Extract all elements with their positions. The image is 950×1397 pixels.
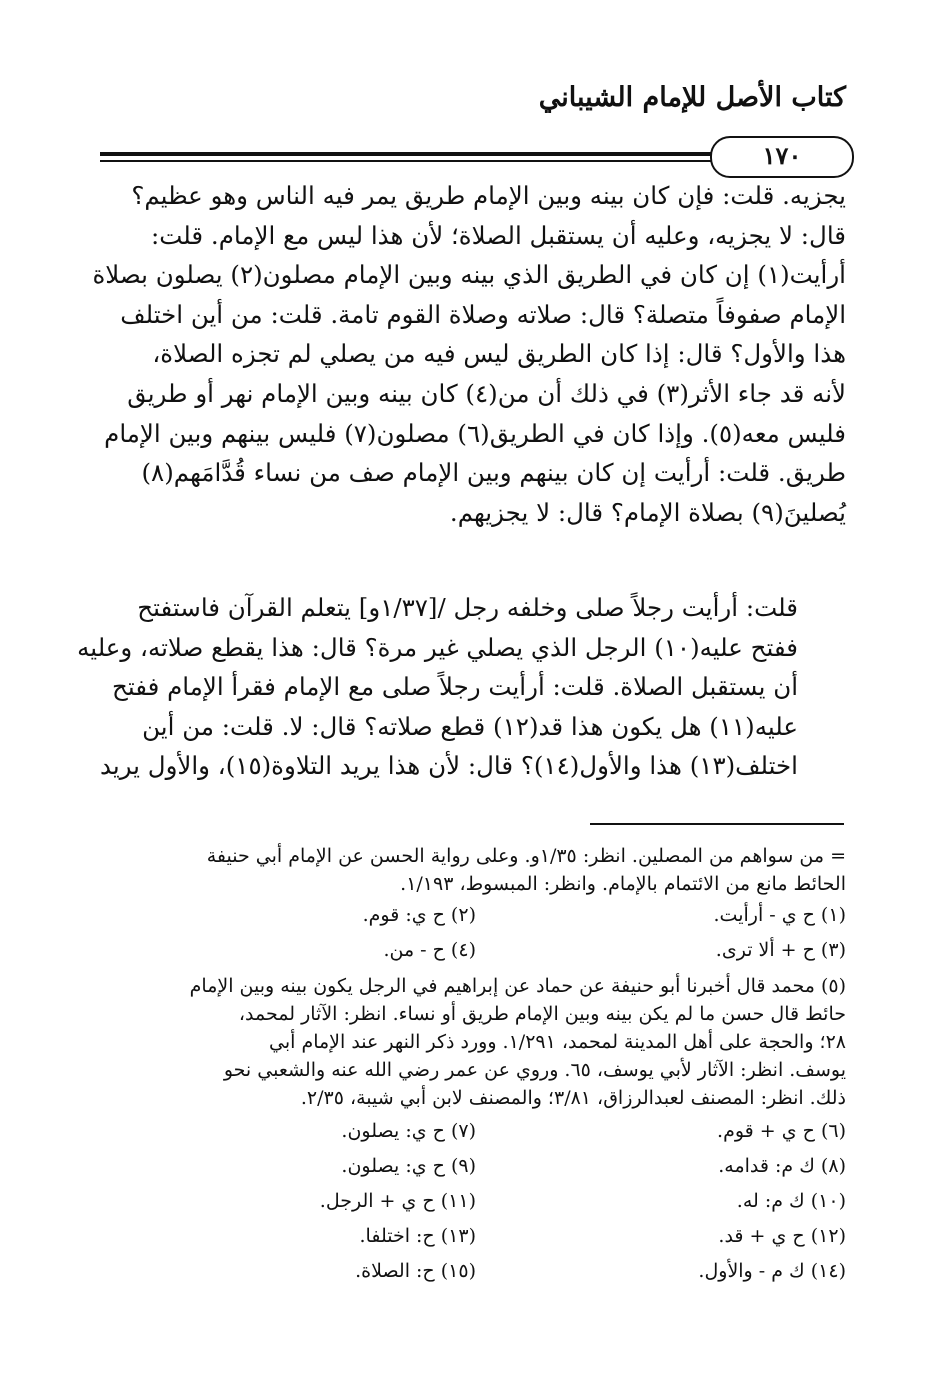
footnote-1: (١) ح ي - أرأيت.: [713, 904, 846, 926]
footnote-row: [106, 1149, 846, 1184]
footnote-13: (١٣) ح: اختلفا.: [359, 1225, 476, 1247]
text-line: يُصلينَ(٩) بصلاة الإمام؟ قال: لا يجزيهم.: [449, 497, 846, 527]
footnote-row: [106, 898, 846, 933]
text-line: الإمام صفوفاً متصلة؟ قال: صلاته وصلاة القوم تامة. قلت: من أين اختلف: [120, 299, 846, 329]
text-line: لأنه قد جاء الأثر(٣) في ذلك أن من(٤) كان بينه وبين الإمام نهر أو طريق: [127, 378, 846, 408]
main-paragraph-1: [92, 176, 846, 532]
main-paragraph-2: [77, 588, 846, 786]
text-line: هذا والأول؟ قال: إذا كان الطريق ليس فيه من يصلي لم تجزه الصلاة،: [152, 339, 846, 369]
running-title: كتاب الأصل للإمام الشيباني: [538, 82, 846, 113]
text-line: يجزيه. قلت: فإن كان بينه وبين الإمام طريق يمر فيه الناس وهو عظيم؟: [131, 181, 846, 210]
footnote-8: (٨) ك م: قدامه.: [718, 1155, 846, 1177]
footnote-row: [106, 1114, 846, 1149]
footnote-line: حائط قال حسن ما لم يكن بينه وبين الإمام طريق أو نساء. انظر: الآثار لمحمد،: [238, 1003, 846, 1025]
text-line: قلت: أرأيت رجلاً صلى وخلفه رجل /[١/٣٧و] يتعلم القرآن فاستفتح: [137, 593, 798, 622]
text-line: طريق. قلت: أرأيت إن كان بينهم وبين الإمام صف من نساء قُدَّامَهم(٨): [141, 458, 846, 488]
footnote-12: (١٢) ح ي + قد.: [718, 1225, 846, 1247]
footnote-line: يوسف. انظر: الآثار لأبي يوسف، ٦٥. وروي عن عمر رضي الله عنه والشعبي نحو: [223, 1059, 846, 1081]
footnotes: [106, 842, 846, 1289]
footnote-3: (٣) ح + ألا ترى.: [715, 939, 846, 961]
text-line: قال: لا يجزيه، وعليه أن يستقبل الصلاة؛ لأن هذا ليس مع الإمام. قلت:: [151, 220, 846, 250]
text-line: ففتح عليه(١٠) الرجل الذي يصلي غير مرة؟ قال: هذا يقطع صلاته، وعليه: [77, 632, 798, 662]
footnote-9: (٩) ح ي: يصلون.: [341, 1155, 476, 1177]
footnote-line: (٥) محمد قال أخبرنا أبو حنيفة عن حماد عن إبراهيم في الرجل يكون بينه وبين الإمام: [189, 975, 846, 997]
footnote-5: [106, 972, 846, 1112]
footnote-row: [106, 1254, 846, 1289]
text-line: اختلف(١٣) هذا والأول(١٤)؟ قال: لأن هذا يريد التلاوة(١٥)، والأول يريد: [99, 751, 798, 781]
footnote-separator: [590, 823, 844, 825]
footnote-row: [106, 1219, 846, 1254]
footnote-15: (١٥) ح: الصلاة.: [355, 1260, 476, 1282]
footnote-7: (٧) ح ي: يصلون.: [341, 1120, 476, 1142]
text-line: عليه(١١) هل يكون هذا قد(١٢) قطع صلاته؟ قال: لا. قلت: من أين: [142, 711, 798, 741]
footnote-row: [106, 1184, 846, 1219]
footnote-line: ٢٨؛ والحجة على أهل المدينة لمحمد، ١/٢٩١. وورد ذكر النهر عند الإمام أبي: [269, 1031, 846, 1053]
text-line: أن يستقبل الصلاة. قلت: أرأيت رجلاً صلى مع الإمام فقرأ الإمام ففتح: [112, 672, 798, 702]
footnote-11: (١١) ح ي + الرجل.: [319, 1190, 476, 1212]
footnote-6: (٦) ح ي + قوم.: [717, 1120, 846, 1142]
footnote-2: (٢) ح ي: قوم.: [362, 904, 476, 926]
footnote-line: = من سواهم من المصلين. انظر: ١/٣٥و. وعلى رواية الحسن عن الإمام أبي حنيفة: [206, 845, 846, 867]
footnote-4: (٤) ح - من.: [383, 939, 476, 961]
text-line: فليس معه(٥). وإذا كان في الطريق(٦) مصلون(٧) فليس بينهم وبين الإمام: [104, 418, 846, 448]
footnote-10: (١٠) ك م: له.: [736, 1190, 846, 1212]
footnote-line: ذلك. انظر: المصنف لعبدالرزاق، ٣/٨١؛ والمصنف لابن أبي شيبة، ٢/٣٥.: [300, 1087, 846, 1109]
page-number: ١٧٠: [710, 136, 854, 178]
text-line: أرأيت(١) إن كان في الطريق الذي بينه وبين الإمام مصلون(٢) يصلون بصلاة: [92, 260, 846, 290]
footnote-14: (١٤) ك م - والأول.: [698, 1260, 846, 1282]
footnote-row: [106, 933, 846, 968]
footnote-line: الحائط مانع من الائتمام بالإمام. وانظر: المبسوط، ١/١٩٣.: [400, 873, 846, 895]
